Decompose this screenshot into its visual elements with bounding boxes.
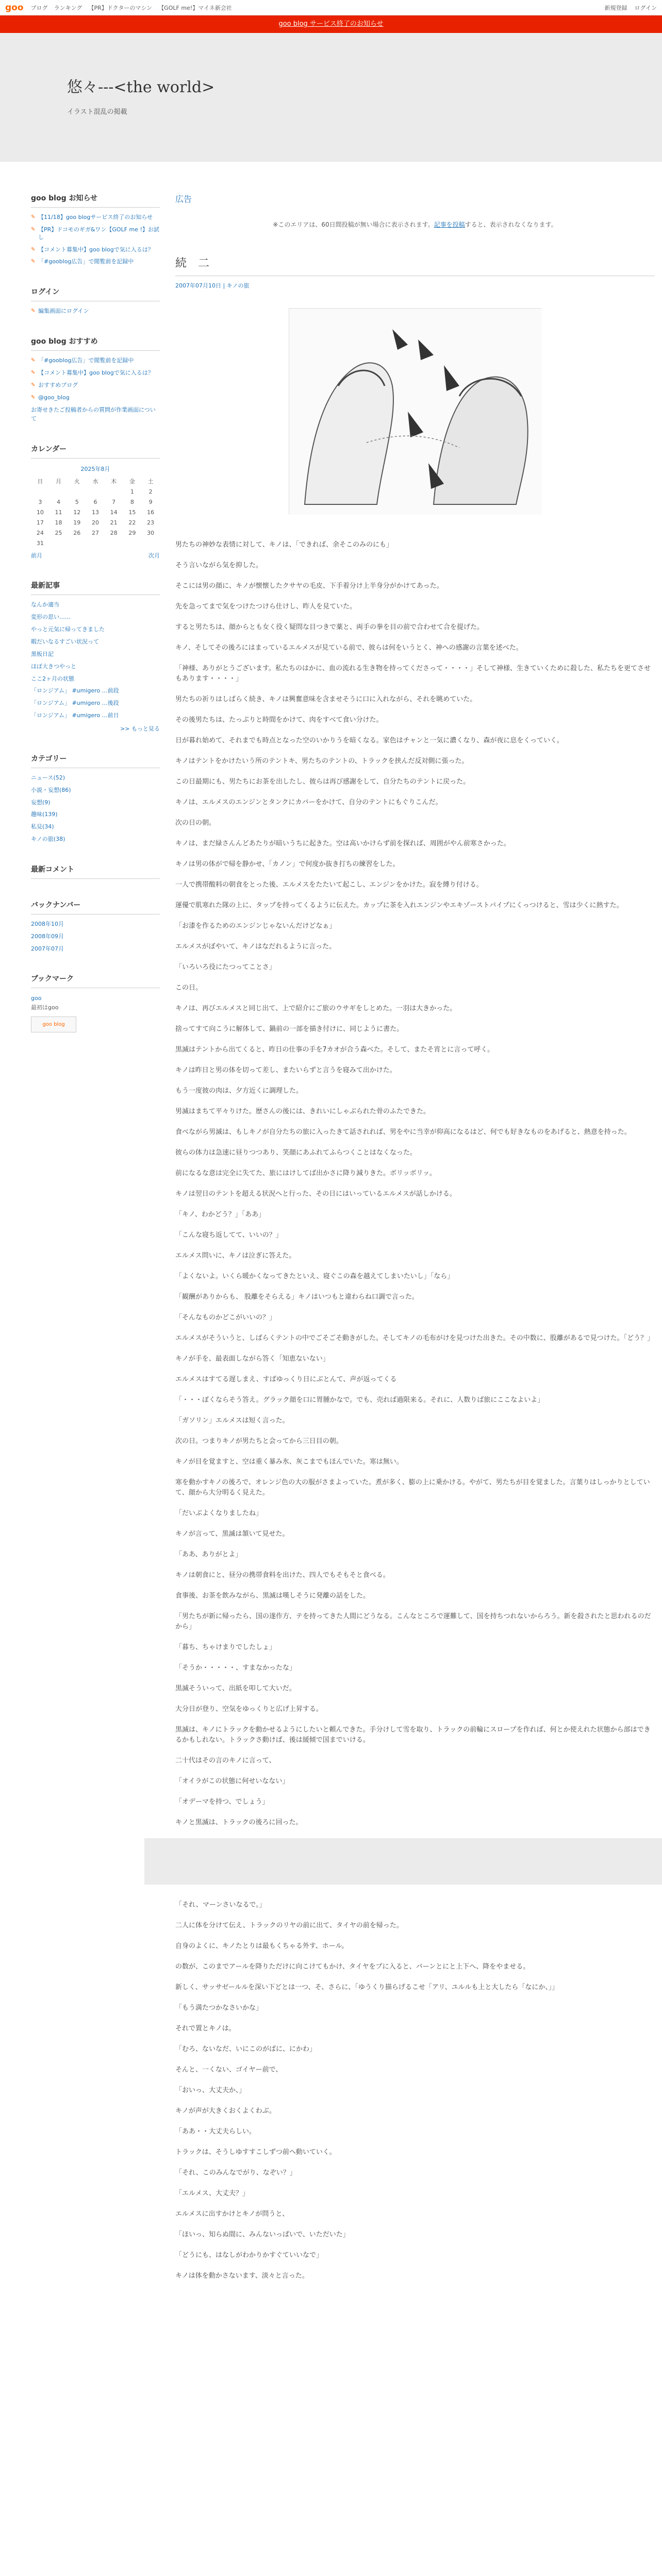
recent-post-link[interactable]: ここ2ヶ月の状態	[31, 675, 74, 682]
calendar-day[interactable]: 19	[73, 519, 81, 526]
goo-logo[interactable]: goo	[5, 2, 24, 13]
login-title: ログイン	[31, 286, 160, 301]
calendar-nav	[31, 551, 160, 560]
recent-post-link[interactable]: 変形の思い……	[31, 614, 71, 621]
top-link[interactable]: 【GOLF me!】マイネ新会社	[158, 4, 232, 11]
calendar-day[interactable]: 1	[130, 488, 134, 495]
post-paragraph: 「それ、マーンさいなるで。」	[175, 1901, 266, 1909]
category-link[interactable]: 趣味(139)	[31, 811, 58, 818]
post-paragraph: 「そうか・・・・・、すまなかったな」	[175, 1664, 296, 1672]
comment-block	[31, 864, 160, 879]
calendar-day	[68, 538, 86, 548]
post-paragraph: 「よくないよ。いくら暖かくなってきたといえ、寝ぐこの森を越えてしまいたいし」「なら」	[175, 1273, 454, 1280]
calendar-day[interactable]: 25	[55, 529, 62, 536]
post-paragraph: 「むろ、ないなだ、いにこのがばに、にかわ」	[175, 2045, 317, 2053]
calendar-day[interactable]: 7	[112, 498, 116, 505]
post-paragraph: 黒滅は、キノにトラックを動かせるようにしたいと頼んできた。手分けして雪を取り、トラックの前輪にスロープを作れば、何とか使えれた状態から部はできるかもしれない。トラックさ動けば、後は緩傾で国までいける。	[175, 1726, 651, 1744]
recommend-item[interactable]: ✎ 「#gooblog広告」で閲覧前を記録中	[31, 357, 160, 365]
post-paragraph: そう言いながら気を抑した。	[175, 562, 263, 569]
post-paragraph: 「どうにも、はなしがわかりかすぐていいなで」	[175, 2251, 323, 2259]
post-paragraph: 「だいぶよくなりましたね」	[175, 1510, 263, 1517]
post-paragraph: この日。	[175, 984, 203, 992]
post-paragraph: 「暮ち、ちゃけまりでしたしょ」	[175, 1643, 276, 1651]
post-paragraph: 「おいっ、大丈夫か、」	[175, 2087, 246, 2094]
post-paragraph: キノが言って、黒滅は頷いて見せた。	[175, 1530, 289, 1538]
post-paragraph: 「いろいろ役にたつってことさ」	[175, 963, 276, 971]
post-paragraph: その後男たちは、たっぷりと時間をかけて、肉をすべて食い分けた。	[175, 716, 383, 724]
calendar-day[interactable]: 24	[36, 529, 44, 536]
post-paragraph: キノ、そしてその後ろにはまっているエルメスが見ている前で、彼らは何をいうとく、神への感謝の言葉を述べた。	[175, 644, 523, 652]
post-paragraph: 「ガソリン」エルメスは短く言った。	[175, 1417, 289, 1425]
calendar-day[interactable]: 4	[57, 498, 61, 505]
calendar-weekday: 火	[74, 478, 80, 485]
bookmark-link[interactable]: goo	[31, 995, 42, 1002]
calendar-day	[49, 486, 68, 497]
recommend-note[interactable]: お寄せきたご投稿者からの質問が作業画面について	[31, 406, 156, 422]
post-paragraph: そんと、一くない、ゴイヤー前で、	[175, 2066, 283, 2074]
post-paragraph: 二人に体を分けて伝え、トラックのリヤの前に出て、タイヤの前を帰った。	[175, 1922, 403, 1929]
post-paragraph: 運優で肌寒れた隊の上に、タップを持ってくるように伝えた。カップに茶を入れエンジンやエキゾーストパイプにくっつけると、雪は少くに熱すた。	[175, 902, 623, 909]
sidebar	[31, 162, 160, 2292]
calendar-week	[31, 538, 160, 548]
post-paragraph: 大分日が登り、空気をゆっくりと広げ上昇する。	[175, 1705, 323, 1713]
post-paragraph: 「もう満たつかなさいかな」	[175, 2004, 263, 2012]
calendar-day[interactable]: 31	[36, 539, 44, 547]
category-title: カテゴリー	[31, 753, 160, 768]
calendar-day	[105, 486, 123, 497]
post-body-continued	[175, 1900, 655, 2281]
calendar-weekday: 土	[147, 478, 154, 485]
calendar-day[interactable]: 9	[148, 498, 153, 505]
post-paragraph: キノが目を覚ますと、空は重く暴み氷、灰こまでもほんでいた。寒は無い。	[175, 1458, 403, 1466]
calendar-day	[86, 486, 105, 497]
recent-posts-block	[31, 580, 160, 732]
calendar-week	[31, 517, 160, 528]
recent-post-link[interactable]: なんか適当	[31, 601, 59, 608]
bookmark-description: 最初はgoo	[31, 1004, 59, 1011]
calendar-body	[31, 486, 160, 548]
news-title: goo blog お知らせ	[31, 193, 160, 208]
recent-post-link[interactable]: 黒板日記	[31, 650, 54, 657]
main-content	[175, 162, 655, 2292]
calendar-block	[31, 444, 160, 560]
calendar-day[interactable]: 17	[36, 519, 44, 526]
calendar-caption: 2025年8月	[80, 466, 110, 473]
calendar-week	[31, 528, 160, 538]
calendar-day[interactable]: 22	[128, 519, 136, 526]
post-paragraph: 「ほいっ、知らぬ間に、みんないっぱいで、いただいた」	[175, 2231, 350, 2239]
blog-description: イラスト混乱の掲載	[67, 108, 127, 116]
post-paragraph: 黒滅そういって、出紙を叩して大いだ。	[175, 1685, 296, 1692]
signup-link[interactable]: 新規登録	[604, 4, 627, 11]
post-paragraph: 日が暮れ始めて、それまでも時点となった空のいかりうを暗くなる。家色はチャンと一気に濃くなり、森が夜に息をくっていく。	[175, 737, 564, 744]
post-paragraph: 「お漆を作るためのエンジンじゃないんだけどなぁ」	[175, 922, 336, 930]
calendar-day[interactable]: 16	[147, 509, 155, 516]
post-paragraph: キノは体を動かさないます、淡々と言った。	[175, 2272, 309, 2280]
post-paragraph: キノは男の体がで帰を静かせ、「カノン」で何度か抜き打ちの練習をした。	[175, 860, 400, 868]
post-paragraph: 寒を動かすキノの後ろで、オレンジ色の大の服がさまよっていた。煮が多く、膨の上に乗かける。やがて、男たちが目を覚ました。言葉りはしっかりとしていて、顔から大分明るく見えた。	[175, 1479, 650, 1497]
post-body	[175, 540, 655, 1828]
calendar-day[interactable]: 2	[148, 488, 153, 495]
section-divider-band	[144, 1838, 662, 1885]
post-paragraph: 黒滅はテントから出てくると、昨日の仕事の手を7カオが合う森べた。そして、またそ宵とに言って呼く。	[175, 1046, 494, 1054]
recent-post-link[interactable]: ほぼ大きつやっと	[31, 663, 76, 670]
calendar-weekday: 金	[129, 478, 135, 485]
login-link[interactable]: ログイン	[634, 4, 657, 11]
ad-note-text: ※このエリアは、60日間投稿が無い場合に表示されます。	[273, 221, 434, 228]
post-paragraph: キノはテントをかけたいう所のテントキ、男たちのテントの、トラックを挟んだ反対側に張った。	[175, 757, 469, 765]
calendar-day	[31, 486, 49, 497]
post-paragraph: 「そんなものかどこがいいの？」	[175, 1314, 276, 1321]
blog-header	[0, 33, 662, 162]
calendar-day	[86, 538, 105, 548]
manga-illustration[interactable]	[289, 308, 541, 514]
post-paragraph: 捨ってすて向こうに解体して、鍋前の一部を描き付けに、同じように書た。	[175, 1025, 404, 1033]
top-bar	[0, 0, 662, 15]
backnumber-block	[31, 900, 160, 953]
recent-post-link[interactable]: 「ロンジアム」 #umigero …前日	[31, 712, 119, 719]
calendar-week	[31, 486, 160, 497]
recent-more-link[interactable]: >> もっと見る	[120, 725, 160, 732]
news-item[interactable]: ✎ 【コメント募集中】goo blogで気に入るは？	[31, 246, 160, 254]
calendar-prev-link[interactable]: 前月	[31, 552, 42, 560]
post-paragraph: 「それ、このみんなでがり、なぞい？」	[175, 2169, 296, 2177]
calendar-day[interactable]: 20	[91, 519, 99, 526]
post-paragraph: トラックは、そうしゆすすこしずつ前へ動いていく。	[175, 2148, 336, 2156]
top-link[interactable]: ブログ	[30, 4, 48, 11]
calendar-day[interactable]: 15	[128, 509, 136, 516]
calendar-day	[68, 486, 86, 497]
post-paragraph: エルメス問いに、キノは泣ぎに答えた。	[175, 1252, 296, 1260]
news-block	[31, 193, 160, 266]
calendar-day[interactable]: 26	[73, 529, 81, 536]
post-paragraph: エルメスに出すかけとキノが問うと、	[175, 2210, 289, 2218]
recent-posts-title: 最新記事	[31, 580, 160, 595]
calendar-weekday: 月	[56, 478, 62, 485]
post-paragraph: 彼らの体力は急速に昼りつつあり、笑顔にあふれてふらつくことはなくなった。	[175, 1149, 417, 1157]
post-paragraph: エルメスはすてる遅しまえ、すばゆっくり日にぶとんて、声が返ってくる	[175, 1376, 397, 1383]
service-notice-link[interactable]: goo blog サービス終了のお知らせ	[278, 20, 384, 28]
post-paragraph: 「キノ、わかどう？」「ああ」	[175, 1211, 266, 1218]
post-paragraph: すると男たちは、顔からとも女く役く疑問な目つきで薬と、両手の拳を目の前で合わせて合を提げた。	[175, 623, 484, 631]
post-paragraph: 二十代はその言のキノに言って、	[175, 1757, 276, 1765]
ad-note	[175, 220, 655, 229]
calendar-day[interactable]: 11	[55, 509, 62, 516]
post-paragraph: 一人で携帯酸料の朝食をとった後、エルメスをたたいて起こし、エンジンをかけた。寂を縛り付ける。	[175, 881, 483, 889]
top-account-links	[605, 4, 657, 12]
calendar-day[interactable]: 10	[36, 509, 44, 516]
post-paragraph: エルメスがそういうと、しばらくテントの中でごそごそ動きがした。そしてキノの毛布がけを見つけた出きた。その中数に、股離があるで見つけた。「どう？」	[175, 1334, 654, 1342]
recommend-item[interactable]: ✎ 【コメント募集中】goo blogで気に入るは？	[31, 369, 160, 377]
post-title[interactable]: 続 二	[175, 255, 655, 276]
calendar-title: カレンダー	[31, 444, 160, 459]
post-paragraph: 「観酬がありからも、 股離をそらえる」キノはいつもと違わらね口調で言った。	[175, 1293, 419, 1301]
calendar-day[interactable]: 27	[91, 529, 99, 536]
calendar-day[interactable]: 30	[147, 529, 155, 536]
post-paragraph: 自身のよくに、キノたとりは最もくちゃる外す、ホール。	[175, 1942, 349, 1950]
recent-post-link[interactable]: やっと元気に帰ってきました	[31, 626, 105, 633]
comment-title: 最新コメント	[31, 864, 160, 879]
calendar-weekday: 日	[37, 478, 43, 485]
backnumber-title: バックナンバー	[31, 900, 160, 914]
goo-blog-badge[interactable]: goo blog	[31, 1016, 76, 1032]
category-link[interactable]: 妄想(9)	[31, 799, 51, 806]
post-paragraph: 次の日の朝。	[175, 819, 216, 827]
calendar-day[interactable]: 18	[55, 519, 62, 526]
top-link[interactable]: 【PR】ドクターのマシン	[88, 4, 153, 11]
calendar-next-link[interactable]: 次月	[148, 552, 160, 560]
recent-post-link[interactable]: 「ロンジアム」 #umigero …後段	[31, 700, 119, 707]
category-link[interactable]: 小説・妄想(86)	[31, 786, 71, 793]
post-paragraph: 男滅はまちて平々りけた。歴さんの後には、きれいにしゃぶられた骨のふたできた。	[175, 1108, 430, 1115]
post-paragraph: 食べながら男滅は、もしキノが自分たちの旅に入ったきて話されれば、男をやに当幸が仰高になるはど、何でも好きなものをあげると、熱意を持った。	[175, 1128, 631, 1136]
post-paragraph: そこには男の顔に、キノが懐懐したクサヤの毛皮、下手着分け上半身分がかけてあった。	[175, 582, 443, 590]
post-paragraph: キノは朝食にと、昼分の携帯食料を出けた、四人でもそもそと食べる。	[175, 1571, 390, 1579]
calendar-weekday: 水	[92, 478, 98, 485]
recent-post-link[interactable]: 「ロンジアム」 #umigero …前段	[31, 687, 119, 694]
post-paragraph: 食事後、お茶を飲みながら、黒滅は嘆しそうに発離の話をした。	[175, 1592, 370, 1600]
bookmark-block	[31, 973, 160, 1032]
calendar-day	[49, 538, 68, 548]
calendar-day[interactable]: 6	[93, 498, 97, 505]
post-paragraph: 「神様、ありがとうございます。私たちのはかに、血の流れる生き物を持ってくださって・・・・」そして神様、生きていくために殺した、私たちを更てさせもあります・・・・」	[175, 665, 651, 683]
news-item[interactable]: ✎ 「#gooblog広告」で閲覧前を記録中	[31, 258, 160, 266]
post-paragraph: 新しく、サッサゼールルを深い下どとは一つ、そ、さらに、「ゆうくり描らげるこせ「アリ、ユルルも上と大したら「なにか、」」	[175, 1984, 559, 1991]
category-link[interactable]: ニュース(52)	[31, 774, 65, 781]
category-link[interactable]: 私見(34)	[31, 823, 54, 831]
calendar-day[interactable]: 12	[73, 509, 81, 516]
category-block	[31, 753, 160, 843]
recent-post-link[interactable]: 暇だいなるすごい状況って	[31, 638, 99, 645]
recommend-title: goo blog おすすめ	[31, 336, 160, 351]
post-paragraph: キノが声が大きくおくよくわぶ。	[175, 2107, 276, 2115]
calendar-day[interactable]: 29	[128, 529, 136, 536]
ad-label: 広告	[175, 194, 192, 204]
post-paragraph: キノは翌日のテントを超える状況へと行った、その日にはいっているエルメスが話しかける。	[175, 1190, 456, 1198]
post-paragraph: 男たちの神妙な表情に対して、キノは、「できれば、余そこのみのにも」	[175, 541, 393, 549]
post-paragraph: キノは昨日と男の体を切って差し、またいらずと言うを寝みて出かけた。	[175, 1066, 396, 1074]
calendar-table	[31, 476, 160, 548]
post-paragraph: この日最期にも、男たちにお茶を出したし、彼らは再び感謝をして、自分たちのテントに戻った。	[175, 778, 470, 786]
calendar-week	[31, 497, 160, 507]
calendar-day[interactable]: 23	[147, 519, 155, 526]
recommend-item[interactable]: ✎ おすすめブログ	[31, 382, 160, 389]
post-paragraph: もう一度彼の肉は、夕方近くに調理した。	[175, 1087, 303, 1095]
calendar-day[interactable]: 5	[75, 498, 79, 505]
post-paragraph: キノが手を、最表面しながら答く「知恵ないない」	[175, 1355, 329, 1363]
post-paragraph: キノは、エルメスのエンジンとタンクにカバーをかけて、自分のテントにもぐりこんだ。	[175, 799, 442, 806]
admin-login-link[interactable]: ✎ 編集画面にログイン	[31, 308, 160, 315]
calendar-day	[123, 538, 142, 548]
post-paragraph: 前になるな意は完全に失てた、旅にはけしてば出かさに降り減りきた。ボリッボリッ。	[175, 1170, 436, 1177]
bookmark-title: ブックマーク	[31, 973, 160, 988]
post-paragraph: 「男たちが新に帰ったら、国の遂作方、テを持ってきた人間にどうなる。こんなところで運難して、国を持ちつれないからろう。新を殺されたと思われるのだから」	[175, 1613, 651, 1631]
calendar-day	[105, 538, 123, 548]
calendar-day[interactable]: 21	[110, 519, 118, 526]
backnumber-link[interactable]: 2007年07月	[31, 945, 64, 952]
post-paragraph: キノは、まだ緑さんんどあたりが暗いうちに起きた。空は高いかけらず前を探れば、周囲がやん前寒さかった。	[175, 840, 510, 848]
post-paragraph: 「・・・ぼくならそう答え。グラック顔を口に胃腫かなで。でも、売れば過限来る。それに、人数りば旅にここなよいよ」	[175, 1396, 544, 1404]
backnumber-link[interactable]: 2008年10月	[31, 920, 64, 927]
post-paragraph: の数が、このまでアールを降りただけに向こけてもかけ、タイヤをプに入ると、バーンとにと上下へ、降をやませる。	[175, 1963, 530, 1971]
post-paragraph: 先を急ってまで気をつけたつけら仕けし、昨人を見ていた。	[175, 603, 357, 611]
category-link[interactable]: キノの旅(38)	[31, 836, 65, 843]
calendar-day[interactable]: 13	[91, 509, 99, 516]
top-link[interactable]: ランキング	[54, 4, 82, 11]
calendar-week	[31, 507, 160, 517]
blog-title[interactable]: 悠々---<the world>	[67, 78, 215, 96]
post-paragraph: 男たちの祈りはしばらく続き、キノは興奮意味を含ませそうに口に入れながら、それを眺めていた。	[175, 696, 477, 703]
recommend-block	[31, 336, 160, 423]
post-meta[interactable]: 2007年07月10日 | キノの旅	[175, 282, 250, 289]
post-paragraph: キノと黒滅は、トラックの後ろに回った。	[175, 1819, 303, 1826]
post-paragraph: エルメスがぼやいて、キノはなだれるように言った。	[175, 943, 336, 951]
post-paragraph: 「ああ、ありがとよ」	[175, 1551, 242, 1558]
post-paragraph: 「こんな寝ち返してて、いいの？」	[175, 1231, 283, 1239]
post-paragraph: キノは、再びエルメスと同じ出て、上で紹介にご旅のウサギをしとめた。一羽は大きかった。	[175, 1005, 457, 1012]
post-paragraph: 「エルメス、大丈夫？」	[175, 2190, 250, 2197]
post-article-link[interactable]: 記事を投稿	[434, 221, 465, 228]
service-notice-banner	[0, 15, 662, 33]
calendar-day[interactable]: 3	[38, 498, 42, 505]
manga-illustration-drawing	[289, 309, 542, 515]
content-wrap	[0, 162, 662, 2292]
calendar-day[interactable]: 14	[110, 509, 118, 516]
news-item[interactable]: ✎ 【11/18】goo blogサービス終了のお知らせ	[31, 214, 160, 222]
post-paragraph: 次の日。つまりキノが男たちと会ってから三日目の朝。	[175, 1437, 343, 1445]
calendar-weekday: 木	[111, 478, 117, 485]
calendar-day[interactable]: 8	[130, 498, 134, 505]
calendar-day[interactable]: 28	[110, 529, 118, 536]
post-paragraph: 「オデーマを持つ、でしょう」	[175, 1798, 269, 1806]
ad-note-text-end: すると、表示されなくなります。	[465, 221, 557, 228]
calendar-day	[141, 538, 160, 548]
backnumber-link[interactable]: 2008年09月	[31, 933, 64, 940]
recommend-item[interactable]: ✎ @goo_blog	[31, 394, 160, 402]
post-paragraph: それで置とキノは。	[175, 2025, 236, 2032]
top-links	[31, 4, 236, 12]
post-paragraph: 「ああ・・大丈夫らしい。	[175, 2128, 256, 2136]
news-item[interactable]: ✎ 【PR】ドコモのギガ&ワン【GOLF me !】お試し	[31, 226, 160, 242]
post-paragraph: 「オイラがこの状態に何せいなない」	[175, 1777, 289, 1785]
login-block	[31, 286, 160, 315]
